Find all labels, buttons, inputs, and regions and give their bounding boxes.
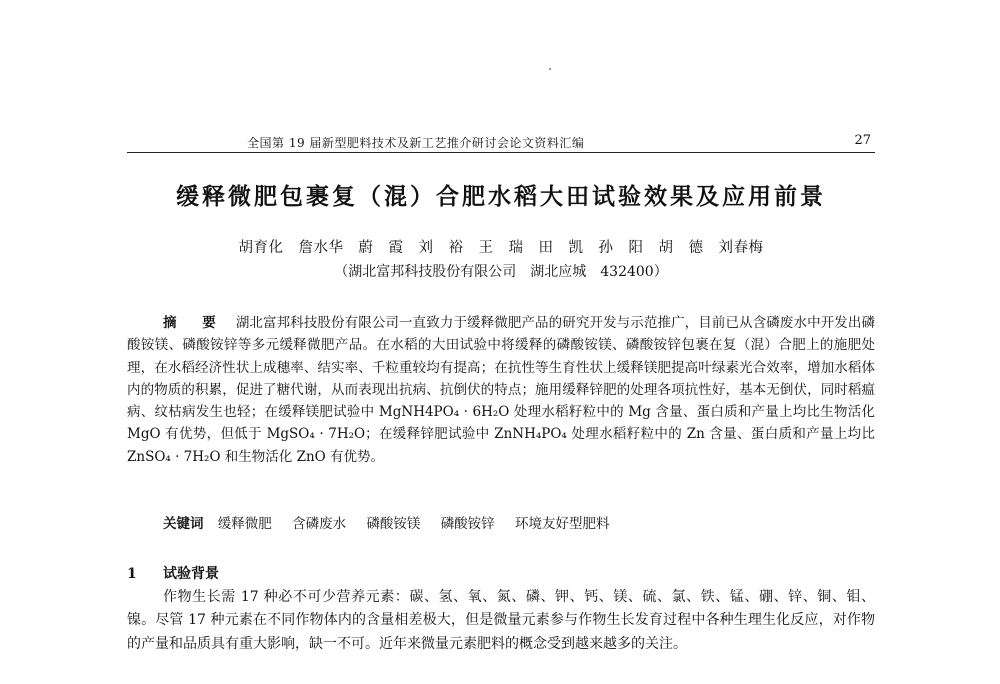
page-number: 27 — [854, 133, 871, 148]
keyword-item: 磷酸铵镁 — [366, 516, 421, 532]
abstract-text: 湖北富邦科技股份有限公司一直致力于缓释微肥产品的研究开发与示范推广，目前已从含磷废水中开发出磷酸铵镁、磷酸铵锌等多元缓释微肥产品。在水稻的大田试验中将缓释的磷酸铵镁、磷酸铵锌包裹在复（混）合肥上的施肥处理，在水稻经济性状上成穗率、结实率、千粒重较均有提高；在抗性等生育性状上缓释镁肥提高叶绿素光合效率，增加水稻体内的物质的积累，促进了糖代谢，从而表现出抗病、抗倒伏的特点；施用缓释锌肥的处理各项抗性好，基本无倒伏，同时稻瘟病、纹枯病发生也轻；在缓释镁肥试验中 MgNH4PO₄ · 6H₂O 处理水稻籽粒中的 Mg 含量、蛋白质和产量上均比生物活化 MgO 有优势，但低于 MgSO₄ · 7H₂O；在缓释锌肥试验中 ZnNH₄PO₄ 处理水稻籽粒中的 Zn 含量、蛋白质和产量上均比 ZnSO₄ · 7H₂O 和生物活化 ZnO 有优势。 — [127, 315, 876, 465]
keyword-item: 缓释微肥 — [217, 516, 272, 532]
scan-speck — [549, 68, 551, 70]
keywords-label: 关键词 — [163, 516, 204, 532]
section-body: 作物生长需 17 种必不可少营养元素：碳、氢、氧、氮、磷、钾、钙、镁、硫、氯、铁、锰、硼、锌、铜、钼、镍。尽管 17 种元素在不同作物体内的含量相差极大，但是微量元素参与作物生长发育过程中各种生理生化反应，对作物的产量和品质具有重大影响，缺一不可。近年来微量元素肥料的概念受到越来越多的关注。 — [127, 589, 875, 652]
section-heading — [127, 563, 219, 583]
running-header-title: 全国第 19 届新型肥料技术及新工艺推介研讨会论文资料汇编 — [247, 136, 585, 150]
abstract — [127, 312, 875, 468]
keyword-item: 含磷废水 — [292, 516, 347, 532]
section-number: 1 — [127, 566, 137, 582]
keyword-item: 磷酸铵锌 — [440, 516, 495, 532]
section-title: 试验背景 — [163, 566, 219, 582]
keyword-item: 环境友好型肥料 — [514, 516, 610, 532]
affiliation: （湖北富邦科技股份有限公司 湖北应城 432400） — [334, 264, 668, 280]
running-header — [127, 132, 875, 153]
abstract-label: 摘 要 — [163, 315, 222, 331]
author-list: 胡育化 詹水华 蔚 霞 刘 裕 王 瑞 田 凯 孙 阳 胡 德 刘春梅 — [238, 240, 764, 256]
keywords — [163, 512, 873, 532]
paper-title: 缓释微肥包裹复（混）合肥水稻大田试验效果及应用前景 — [176, 183, 826, 210]
